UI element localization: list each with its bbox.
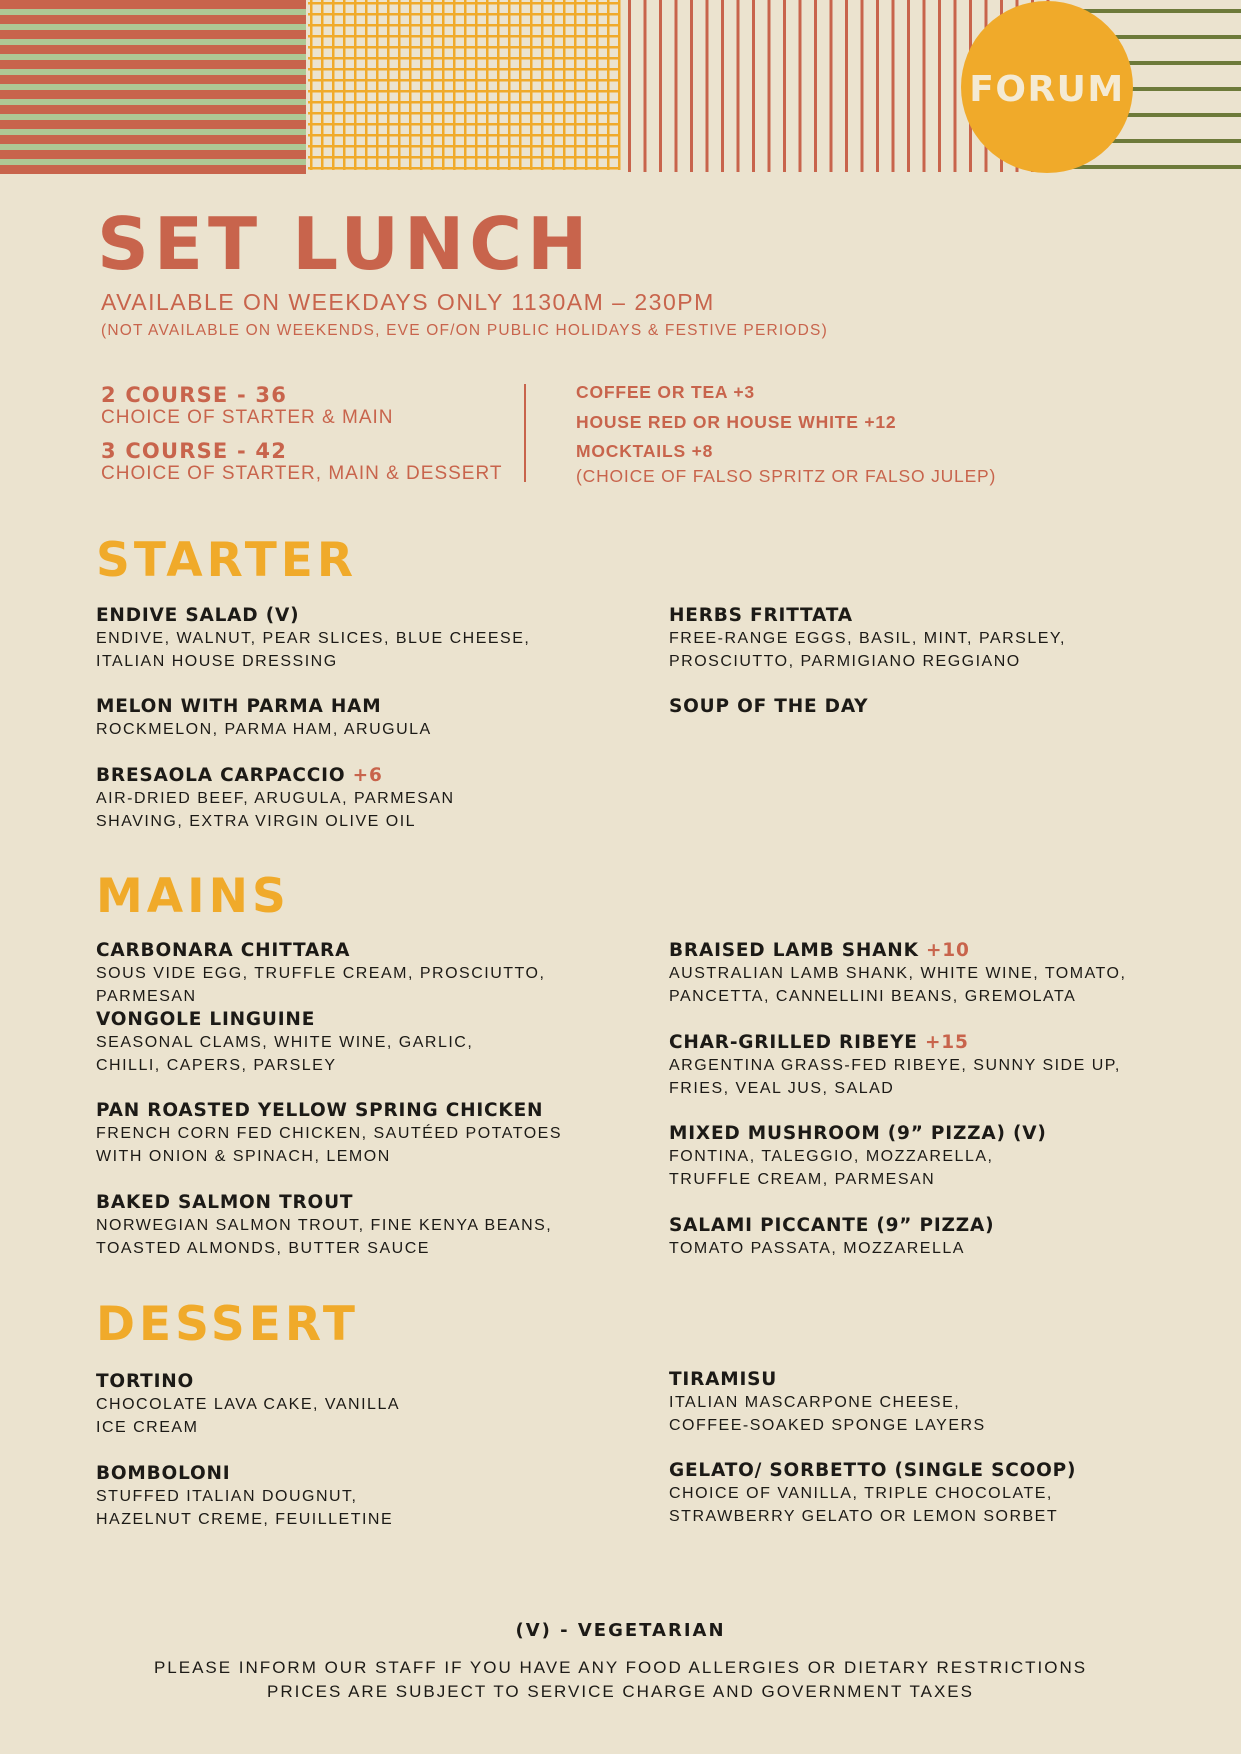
pricing-divider bbox=[524, 384, 526, 482]
stripe bbox=[0, 15, 306, 24]
menu-item-desc: FRENCH CORN FED CHICKEN, SAUTÉED POTATOES bbox=[96, 1125, 562, 1142]
menu-item-desc: TRUFFLE CREAM, PARMESAN bbox=[669, 1171, 936, 1188]
menu-item-desc: SEASONAL CLAMS, WHITE WINE, GARLIC, bbox=[96, 1034, 474, 1051]
surcharge: +10 bbox=[925, 940, 970, 961]
vertical-line bbox=[954, 0, 957, 172]
menu-item-name: PAN ROASTED YELLOW SPRING CHICKEN bbox=[96, 1100, 544, 1121]
menu-item-desc: CHOICE OF VANILLA, TRIPLE CHOCOLATE, bbox=[669, 1485, 1053, 1502]
menu-item-desc: CHOCOLATE LAVA CAKE, VANILLA bbox=[96, 1396, 401, 1413]
vertical-line bbox=[907, 0, 910, 172]
vertical-line bbox=[628, 0, 631, 172]
menu-item bbox=[96, 1370, 636, 1439]
surcharge: +15 bbox=[924, 1032, 969, 1053]
menu-item bbox=[96, 939, 636, 1008]
stripe bbox=[0, 75, 306, 84]
menu-item bbox=[669, 1031, 1209, 1100]
exclusion-text: (NOT AVAILABLE ON WEEKENDS, EVE OF/ON PUBLIC HOLIDAYS & FESTIVE PERIODS) bbox=[101, 322, 828, 339]
grid-line-h bbox=[308, 90, 620, 93]
grid-line-h bbox=[308, 79, 620, 82]
menu-item-name: MIXED MUSHROOM (9” PIZZA) (V) bbox=[669, 1123, 1047, 1144]
menu-item bbox=[96, 604, 636, 673]
course-desc: CHOICE OF STARTER & MAIN bbox=[101, 407, 394, 428]
allergy-notice: PLEASE INFORM OUR STAFF IF YOU HAVE ANY FOOD ALLERGIES OR DIETARY RESTRICTIONS bbox=[153, 1658, 1088, 1677]
menu-item bbox=[669, 1368, 1209, 1437]
addon-mocktails: MOCKTAILS +8 bbox=[576, 441, 714, 461]
menu-item bbox=[669, 1459, 1209, 1528]
menu-item bbox=[96, 1462, 636, 1531]
vertical-line bbox=[799, 0, 802, 172]
course-2 bbox=[101, 383, 394, 429]
vertical-line bbox=[876, 0, 879, 172]
vertical-line bbox=[814, 0, 817, 172]
course-desc: CHOICE OF STARTER, MAIN & DESSERT bbox=[101, 463, 503, 484]
stripe bbox=[0, 30, 306, 39]
vertical-line bbox=[706, 0, 709, 172]
grid-panel bbox=[308, 0, 621, 170]
menu-item-name: BRESAOLA CARPACCIO +6 bbox=[96, 765, 383, 786]
menu-item-desc: STUFFED ITALIAN DOUGNUT, bbox=[96, 1488, 358, 1505]
striped-panel bbox=[0, 0, 306, 174]
grid-line-h bbox=[308, 2, 620, 5]
menu-item bbox=[96, 1008, 636, 1077]
menu-item-desc: TOASTED ALMONDS, BUTTER SAUCE bbox=[96, 1240, 430, 1257]
addon-wine: HOUSE RED OR HOUSE WHITE +12 bbox=[576, 412, 897, 432]
menu-item-name: BOMBOLONI bbox=[96, 1463, 231, 1484]
menu-item-name: GELATO/ SORBETTO (SINGLE SCOOP) bbox=[669, 1460, 1077, 1481]
grid-line-h bbox=[308, 112, 620, 115]
decorative-banner bbox=[0, 0, 1241, 176]
vertical-line bbox=[892, 0, 895, 172]
menu-item-desc: FREE-RANGE EGGS, BASIL, MINT, PARSLEY, bbox=[669, 630, 1066, 647]
stripe bbox=[0, 150, 306, 159]
stripe bbox=[0, 135, 306, 144]
menu-item-desc: PANCETTA, CANNELLINI BEANS, GREMOLATA bbox=[669, 988, 1077, 1005]
availability-text: AVAILABLE ON WEEKDAYS ONLY 1130AM – 230PM bbox=[101, 289, 715, 315]
section-title-dessert: DESSERT bbox=[96, 1297, 359, 1352]
stripe bbox=[0, 165, 306, 174]
menu-item-name: SALAMI PICCANTE (9” PIZZA) bbox=[669, 1215, 995, 1236]
menu-item-desc: TOMATO PASSATA, MOZZARELLA bbox=[669, 1240, 965, 1257]
menu-item-desc: ITALIAN HOUSE DRESSING bbox=[96, 653, 338, 670]
grid-line-h bbox=[308, 123, 620, 126]
vertical-line bbox=[644, 0, 647, 172]
menu-item-desc: ITALIAN MASCARPONE CHEESE, bbox=[669, 1394, 961, 1411]
menu-item-desc: FRIES, VEAL JUS, SALAD bbox=[669, 1080, 895, 1097]
section-title-starter: STARTER bbox=[96, 533, 358, 588]
menu-item-name: CHAR-GRILLED RIBEYE +15 bbox=[669, 1032, 969, 1053]
vertical-line bbox=[737, 0, 740, 172]
grid-line-h bbox=[308, 35, 620, 38]
vegetarian-legend: (V) - VEGETARIAN bbox=[515, 1620, 726, 1641]
menu-item bbox=[669, 1214, 1209, 1260]
course-title: 2 COURSE - 36 bbox=[101, 383, 288, 407]
vertical-line bbox=[659, 0, 662, 172]
grid-line-h bbox=[308, 156, 620, 159]
menu-item-desc: SHAVING, EXTRA VIRGIN OLIVE OIL bbox=[96, 813, 417, 830]
menu-item-desc: STRAWBERRY GELATO OR LEMON SORBET bbox=[669, 1508, 1059, 1525]
grid-line-h bbox=[308, 46, 620, 49]
grid-line-h bbox=[308, 13, 620, 16]
addon-coffee: COFFEE OR TEA +3 bbox=[576, 382, 755, 402]
vertical-line bbox=[721, 0, 724, 172]
vertical-line bbox=[845, 0, 848, 172]
course-3 bbox=[101, 439, 502, 485]
menu-item-desc: PROSCIUTTO, PARMIGIANO REGGIANO bbox=[669, 653, 1021, 670]
logo-text: FORUM bbox=[969, 69, 1125, 110]
menu-item-name: HERBS FRITTATA bbox=[669, 605, 853, 626]
vertical-line bbox=[690, 0, 693, 172]
vertical-line bbox=[938, 0, 941, 172]
addon-note: (CHOICE OF FALSO SPRITZ OR FALSO JULEP) bbox=[576, 466, 997, 486]
page-title: SET LUNCH bbox=[97, 202, 593, 286]
menu-item bbox=[96, 764, 636, 833]
menu-item-desc: AUSTRALIAN LAMB SHANK, WHITE WINE, TOMATO, bbox=[669, 965, 1127, 982]
menu-item-desc: ICE CREAM bbox=[96, 1419, 199, 1436]
grid-line-h bbox=[308, 145, 620, 148]
menu-item-desc: ENDIVE, WALNUT, PEAR SLICES, BLUE CHEESE, bbox=[96, 630, 531, 647]
section-title-mains: MAINS bbox=[96, 869, 290, 924]
menu-item-desc: CHILLI, CAPERS, PARSLEY bbox=[96, 1057, 337, 1074]
vertical-line bbox=[830, 0, 833, 172]
grid-line-h bbox=[308, 167, 620, 170]
menu-item-desc: AIR-DRIED BEEF, ARUGULA, PARMESAN bbox=[96, 790, 455, 807]
menu-item bbox=[669, 604, 1209, 673]
menu-item bbox=[669, 1122, 1209, 1191]
grid-line-h bbox=[308, 68, 620, 71]
menu-item-name: CARBONARA CHITTARA bbox=[96, 940, 351, 961]
stripe bbox=[0, 0, 306, 9]
grid-line-h bbox=[308, 24, 620, 27]
menu-item-desc: COFFEE-SOAKED SPONGE LAYERS bbox=[669, 1417, 986, 1434]
menu-item-name: ENDIVE SALAD (V) bbox=[96, 605, 300, 626]
menu-item-desc: WITH ONION & SPINACH, LEMON bbox=[96, 1148, 391, 1165]
surcharge: +6 bbox=[352, 765, 383, 786]
stripe bbox=[0, 105, 306, 114]
stripe bbox=[0, 120, 306, 129]
grid-line-h bbox=[308, 134, 620, 137]
course-title: 3 COURSE - 42 bbox=[101, 439, 288, 463]
menu-item-desc: ARGENTINA GRASS-FED RIBEYE, SUNNY SIDE UP, bbox=[669, 1057, 1121, 1074]
vertical-line bbox=[923, 0, 926, 172]
vertical-line bbox=[768, 0, 771, 172]
menu-item-name: BRAISED LAMB SHANK +10 bbox=[669, 940, 970, 961]
tax-notice: PRICES ARE SUBJECT TO SERVICE CHARGE AND GOVERNMENT TAXES bbox=[267, 1682, 974, 1701]
menu-item-name: MELON WITH PARMA HAM bbox=[96, 696, 382, 717]
vertical-line bbox=[752, 0, 755, 172]
vertical-line bbox=[861, 0, 864, 172]
stripe bbox=[0, 60, 306, 69]
menu-item-name: SOUP OF THE DAY bbox=[669, 696, 869, 717]
vertical-line bbox=[675, 0, 678, 172]
grid-line-h bbox=[308, 101, 620, 104]
menu-item-name: VONGOLE LINGUINE bbox=[96, 1009, 316, 1030]
menu-item-desc: SOUS VIDE EGG, TRUFFLE CREAM, PROSCIUTTO, PARMESAN bbox=[96, 965, 546, 1005]
menu-item bbox=[96, 1191, 636, 1260]
menu-item-name: TORTINO bbox=[96, 1371, 195, 1392]
menu-item-desc: ROCKMELON, PARMA HAM, ARUGULA bbox=[96, 721, 432, 738]
menu-item-name: TIRAMISU bbox=[669, 1369, 778, 1390]
stripe-bg bbox=[0, 0, 306, 174]
menu-item-desc: HAZELNUT CREME, FEUILLETINE bbox=[96, 1511, 394, 1528]
grid-line-h bbox=[308, 57, 620, 60]
menu-item-name: BAKED SALMON TROUT bbox=[96, 1192, 354, 1213]
menu-item bbox=[96, 1099, 636, 1168]
menu-item-desc: FONTINA, TALEGGIO, MOZZARELLA, bbox=[669, 1148, 994, 1165]
menu-item bbox=[669, 695, 1209, 718]
menu-item bbox=[669, 939, 1209, 1008]
vertical-line bbox=[783, 0, 786, 172]
stripe bbox=[0, 90, 306, 99]
menu-item bbox=[96, 695, 636, 741]
stripe bbox=[0, 45, 306, 54]
menu-item-desc: NORWEGIAN SALMON TROUT, FINE KENYA BEANS, bbox=[96, 1217, 553, 1234]
olive-line bbox=[1060, 165, 1241, 169]
